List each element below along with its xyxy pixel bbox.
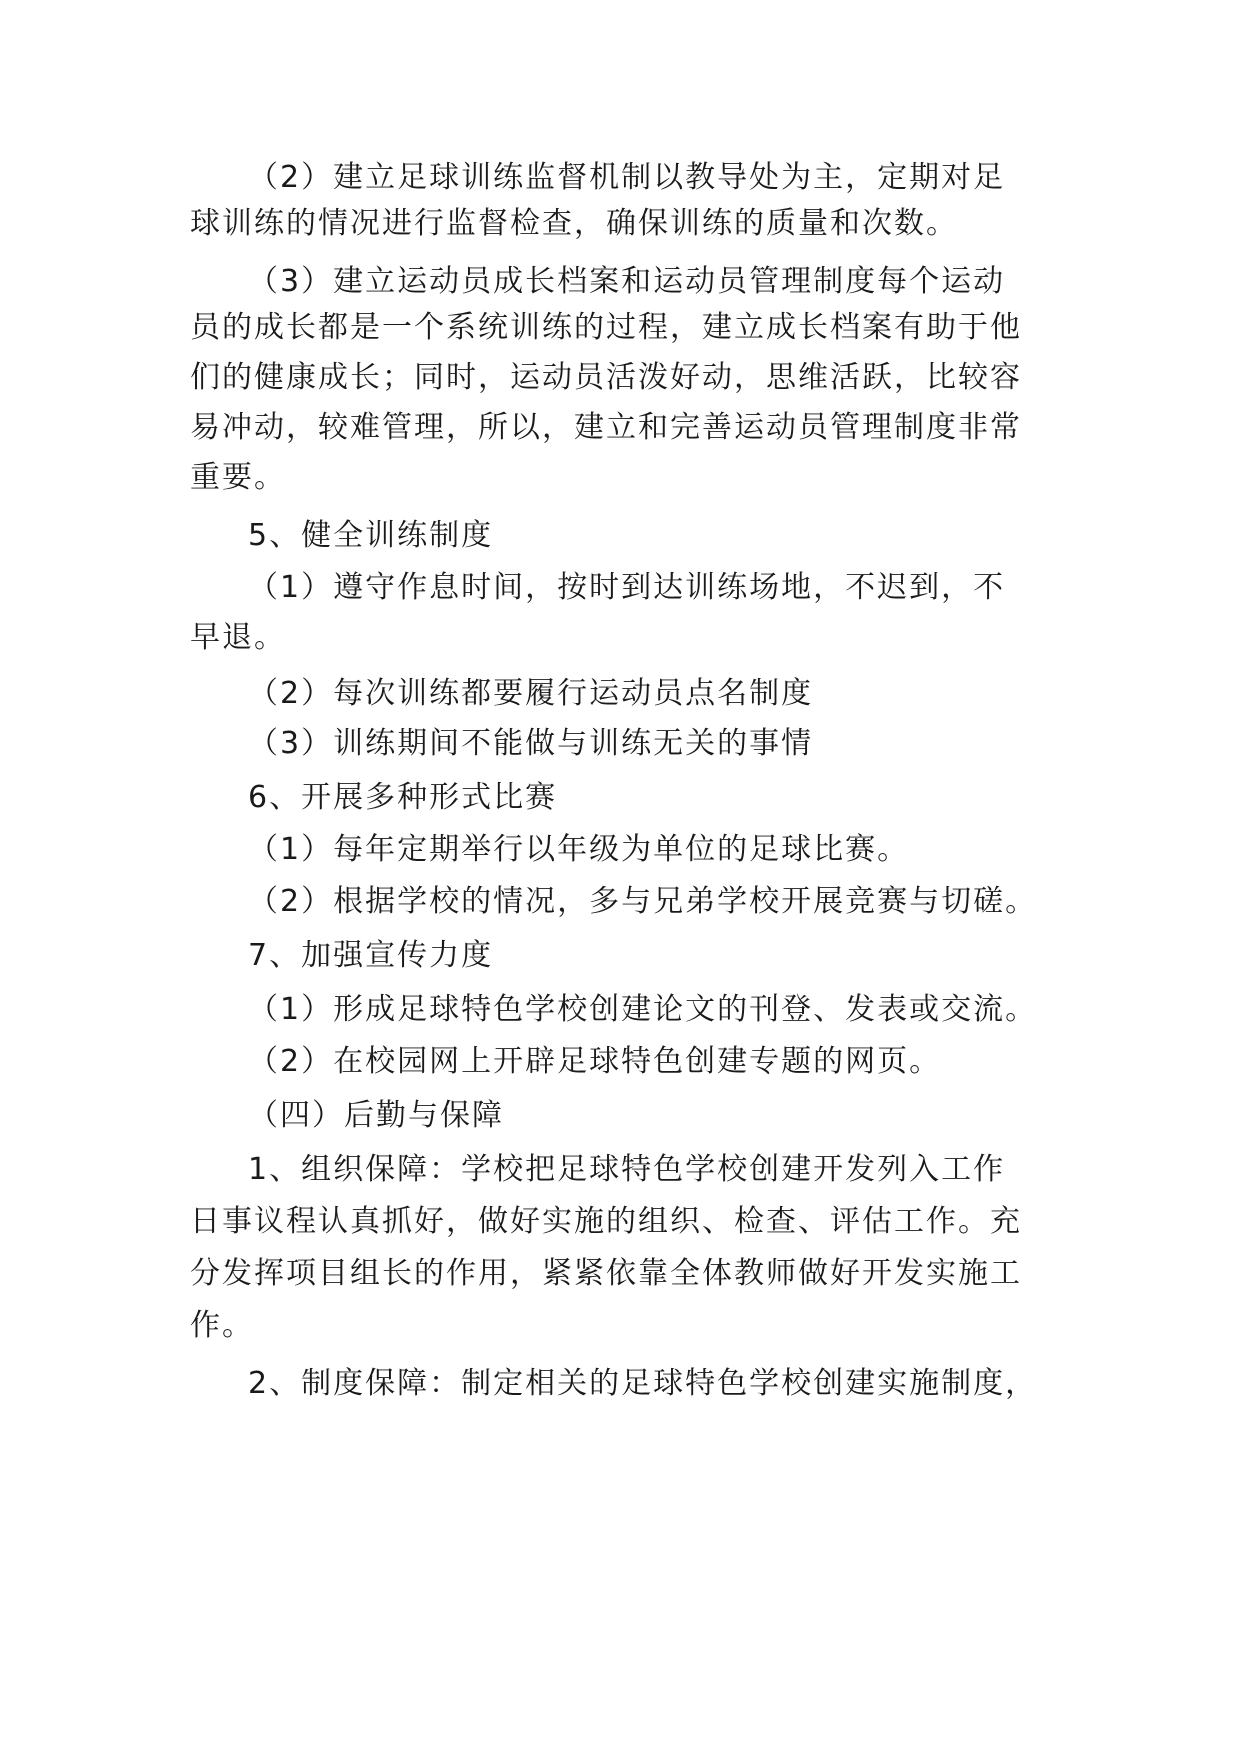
section-heading: 7、加强宣传力度 bbox=[248, 938, 494, 973]
paragraph-line: （2）建立足球训练监督机制以教导处为主，定期对足 bbox=[248, 160, 1006, 195]
section-heading: 5、健全训练制度 bbox=[248, 518, 494, 553]
paragraph-line: 日事议程认真抓好，做好实施的组织、检查、评估工作。充 bbox=[190, 1204, 1022, 1239]
section-heading: （四）后勤与保障 bbox=[248, 1098, 504, 1133]
paragraph-line: 早退。 bbox=[190, 620, 286, 655]
paragraph-line: 1、组织保障：学校把足球特色学校创建开发列入工作 bbox=[248, 1152, 1006, 1187]
paragraph-line: （2）根据学校的情况，多与兄弟学校开展竞赛与切磋。 bbox=[248, 884, 1038, 919]
paragraph-line: （1）每年定期举行以年级为单位的足球比赛。 bbox=[248, 832, 910, 867]
paragraph-line: 员的成长都是一个系统训练的过程，建立成长档案有助于他 bbox=[190, 310, 1022, 345]
paragraph-line: （1）形成足球特色学校创建论文的刊登、发表或交流。 bbox=[248, 992, 1038, 1027]
paragraph-line: 作。 bbox=[190, 1308, 254, 1343]
paragraph-line: 们的健康成长；同时，运动员活泼好动，思维活跃，比较容 bbox=[190, 360, 1022, 395]
paragraph-line: 易冲动，较难管理，所以，建立和完善运动员管理制度非常 bbox=[190, 410, 1022, 445]
paragraph-line: 球训练的情况进行监督检查，确保训练的质量和次数。 bbox=[190, 206, 958, 241]
section-heading: 6、开展多种形式比赛 bbox=[248, 780, 558, 815]
paragraph-line: 2、制度保障：制定相关的足球特色学校创建实施制度， bbox=[248, 1366, 1038, 1401]
paragraph-line: （3）建立运动员成长档案和运动员管理制度每个运动 bbox=[248, 264, 1006, 299]
paragraph-line: （2）每次训练都要履行运动员点名制度 bbox=[248, 676, 814, 711]
paragraph-line: 重要。 bbox=[190, 460, 286, 495]
paragraph-line: （3）训练期间不能做与训练无关的事情 bbox=[248, 726, 814, 761]
paragraph-line: （1）遵守作息时间，按时到达训练场地，不迟到，不 bbox=[248, 570, 1006, 605]
paragraph-line: 分发挥项目组长的作用，紧紧依靠全体教师做好开发实施工 bbox=[190, 1256, 1022, 1291]
paragraph-line: （2）在校园网上开辟足球特色创建专题的网页。 bbox=[248, 1044, 942, 1079]
